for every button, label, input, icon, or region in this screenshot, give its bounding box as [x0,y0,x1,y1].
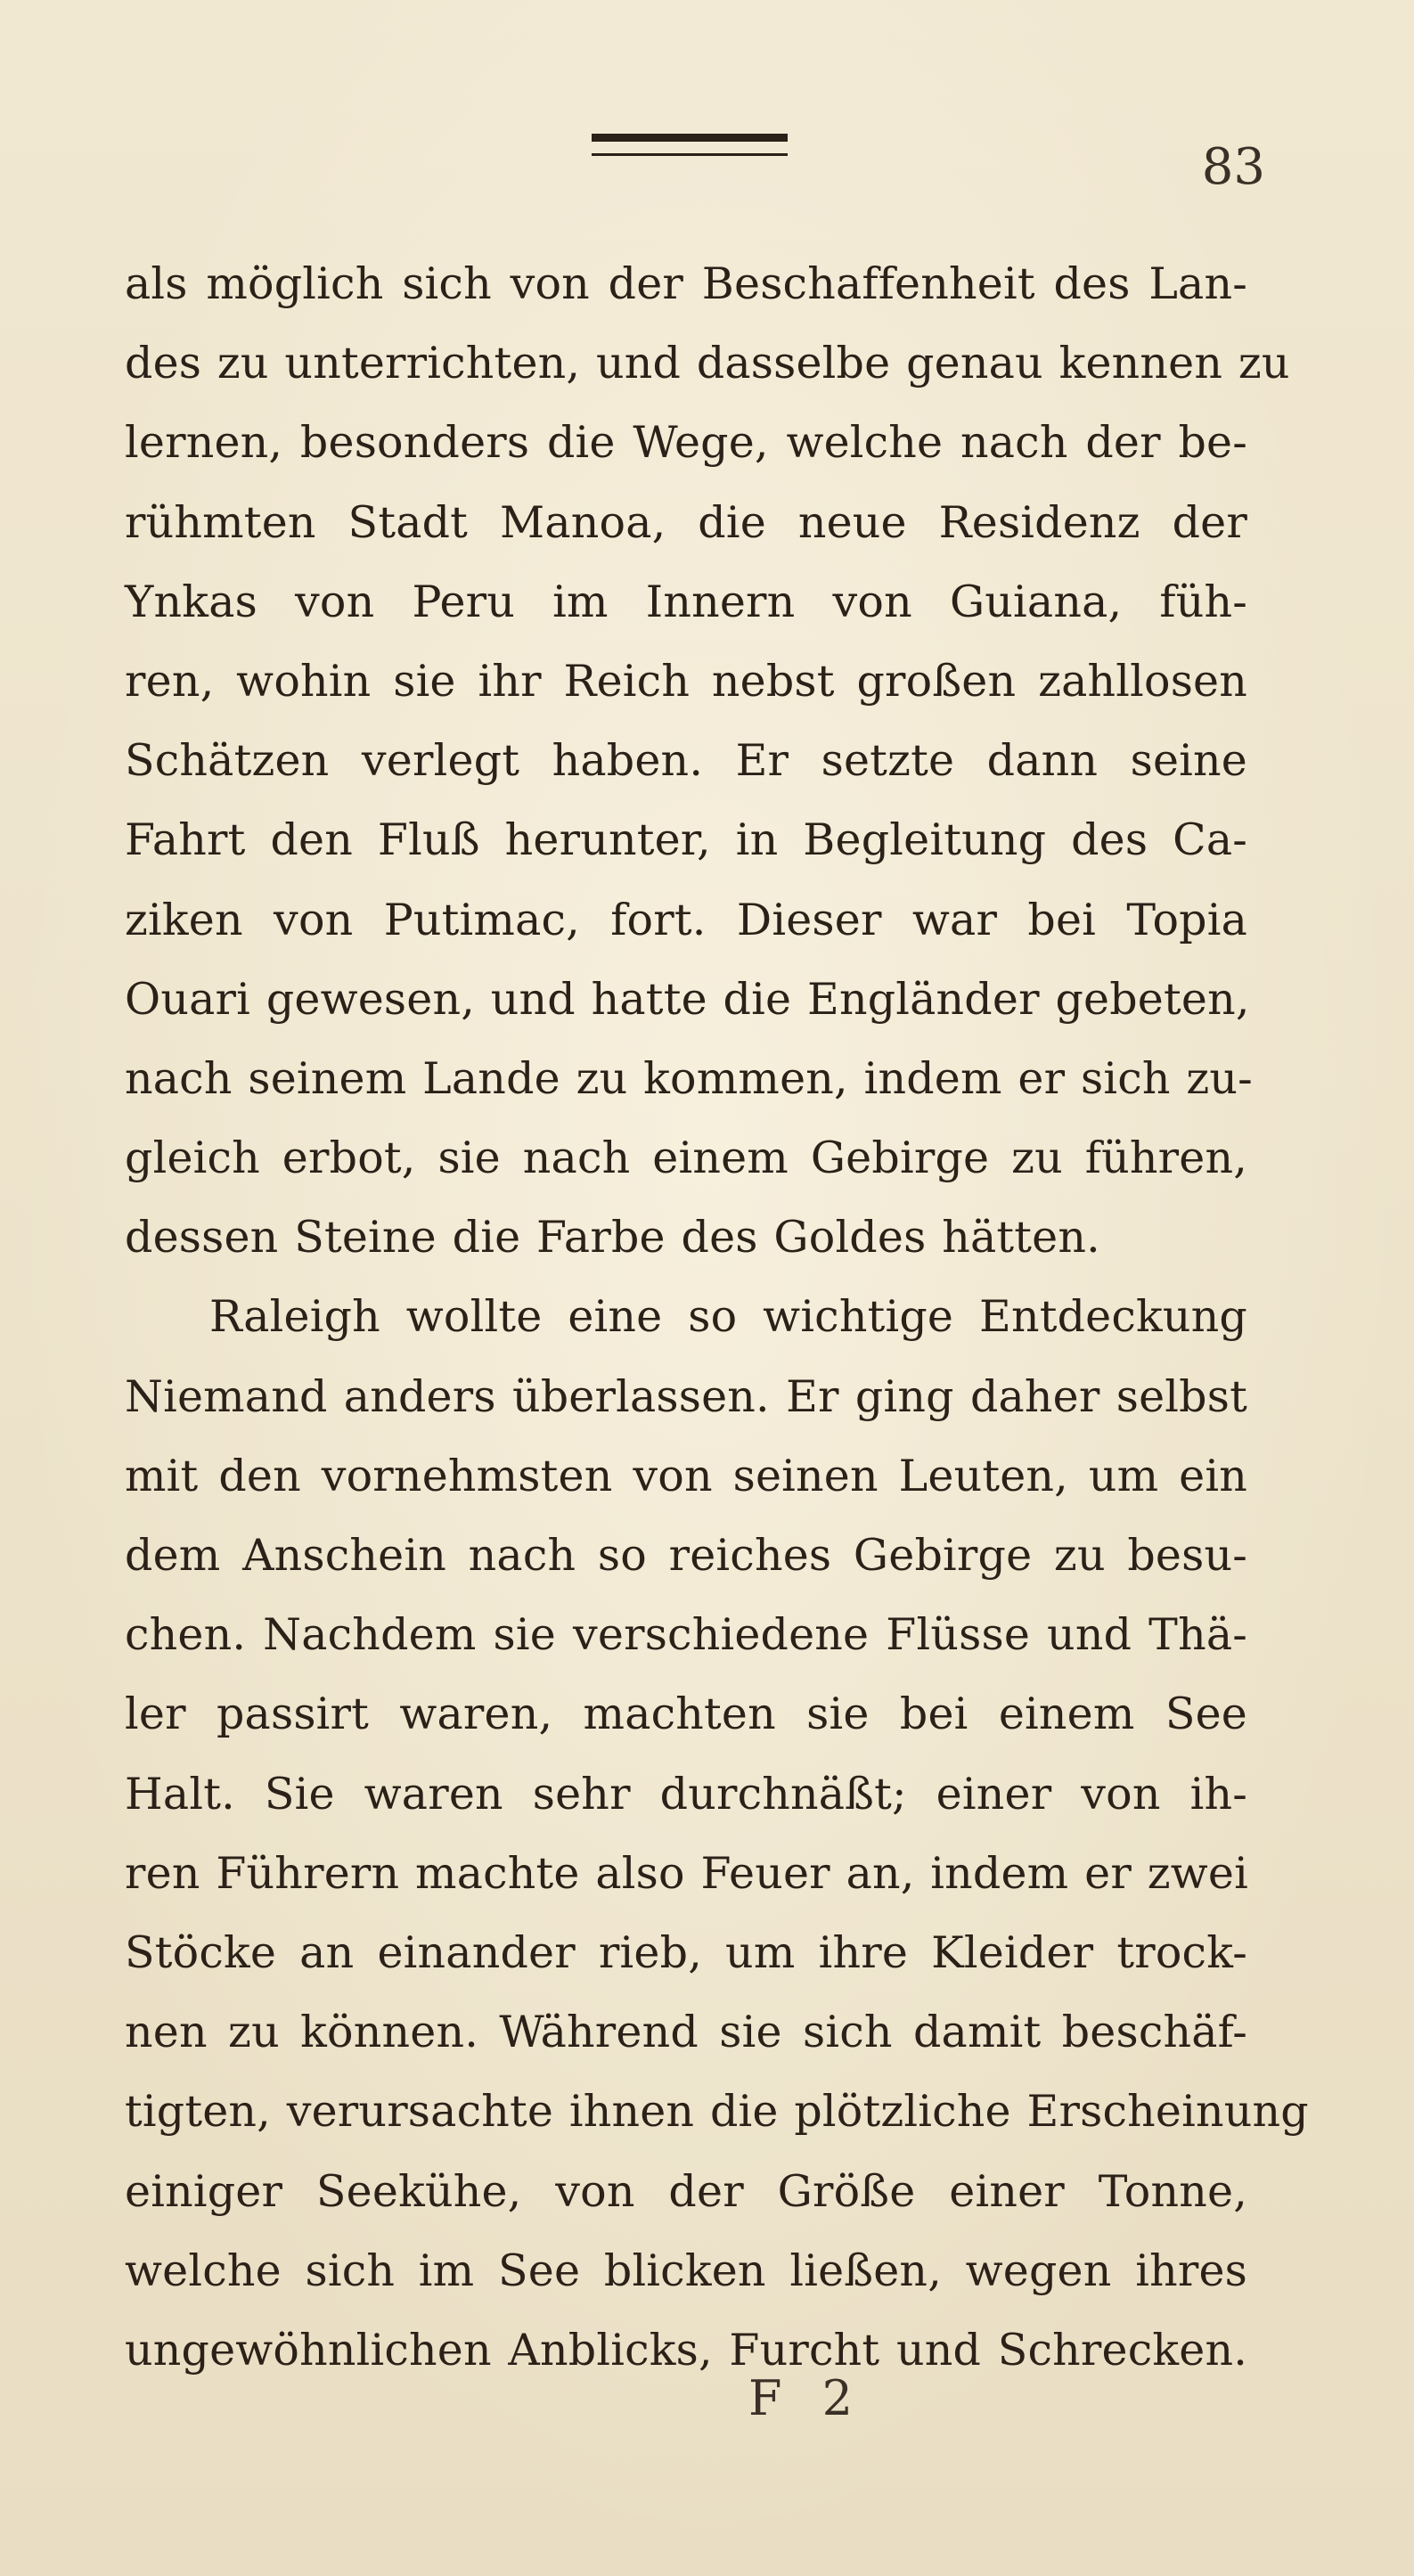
text-line: Schätzen verlegt haben. Er setzte dann seine [125,735,1247,787]
text-line: nach seinem Lande zu kommen, indem er sich zu- [125,1052,1253,1104]
text-line: als möglich sich von der Beschaffenheit des Lan- [125,258,1247,309]
header-rule-thick [592,134,788,142]
page-number: 83 [1201,138,1265,196]
text-line: lernen, besonders die Wege, welche nach der be- [125,417,1247,469]
header-rule-thin [592,153,788,156]
text-line: dessen Steine die Farbe des Goldes hätten. [125,1212,1100,1263]
text-line: ler passirt waren, machten sie bei einem See [125,1689,1247,1740]
text-line: dem Anschein nach so reiches Gebirge zu besu- [125,1530,1247,1581]
text-line: Fahrt den Fluß herunter, in Begleitung des Ca- [125,814,1247,866]
signature-mark: F 2 [748,2370,865,2426]
text-line: gleich erbot, sie nach einem Gebirge zu führen, [125,1133,1247,1184]
text-line: Halt. Sie waren sehr durchnäßt; einer von ih- [125,1768,1247,1820]
text-line: chen. Nachdem sie verschiedene Flüsse und Thä- [125,1609,1247,1661]
text-line: Raleigh wollte eine so wichtige Entdeckung [209,1291,1247,1343]
text-line: Ynkas von Peru im Innern von Guiana, füh- [125,576,1247,627]
text-line: ungewöhnlichen Anblicks, Furcht und Schrecken. [125,2324,1247,2376]
text-line: ren, wohin sie ihr Reich nebst großen zahllosen [125,655,1247,707]
text-line: einiger Seekühe, von der Größe einer Tonne, [125,2165,1247,2217]
text-line: Niemand anders überlassen. Er ging daher selbst [125,1370,1247,1422]
text-line: mit den vornehmsten von seinen Leuten, um ein [125,1450,1247,1501]
text-line: welche sich im See blicken ließen, wegen ihres [125,2245,1247,2296]
text-line: rühmten Stadt Manoa, die neue Residenz der [125,496,1247,548]
text-line: tigten, verursachte ihnen die plötzliche Erscheinung [125,2086,1309,2138]
text-line: ziken von Putimac, fort. Dieser war bei Topia [125,894,1247,945]
text-line: nen zu können. Während sie sich damit beschäf- [125,2007,1247,2058]
text-line: des zu unterrichten, und dasselbe genau kennen zu [125,338,1290,389]
text-line: Ouari gewesen, und hatte die Engländer gebeten, [125,973,1250,1025]
text-line: ren Führern machte also Feuer an, indem er zwei [125,1847,1248,1899]
text-line: Stöcke an einander rieb, um ihre Kleider trock- [125,1926,1247,1978]
body-text [125,256,1309,2401]
